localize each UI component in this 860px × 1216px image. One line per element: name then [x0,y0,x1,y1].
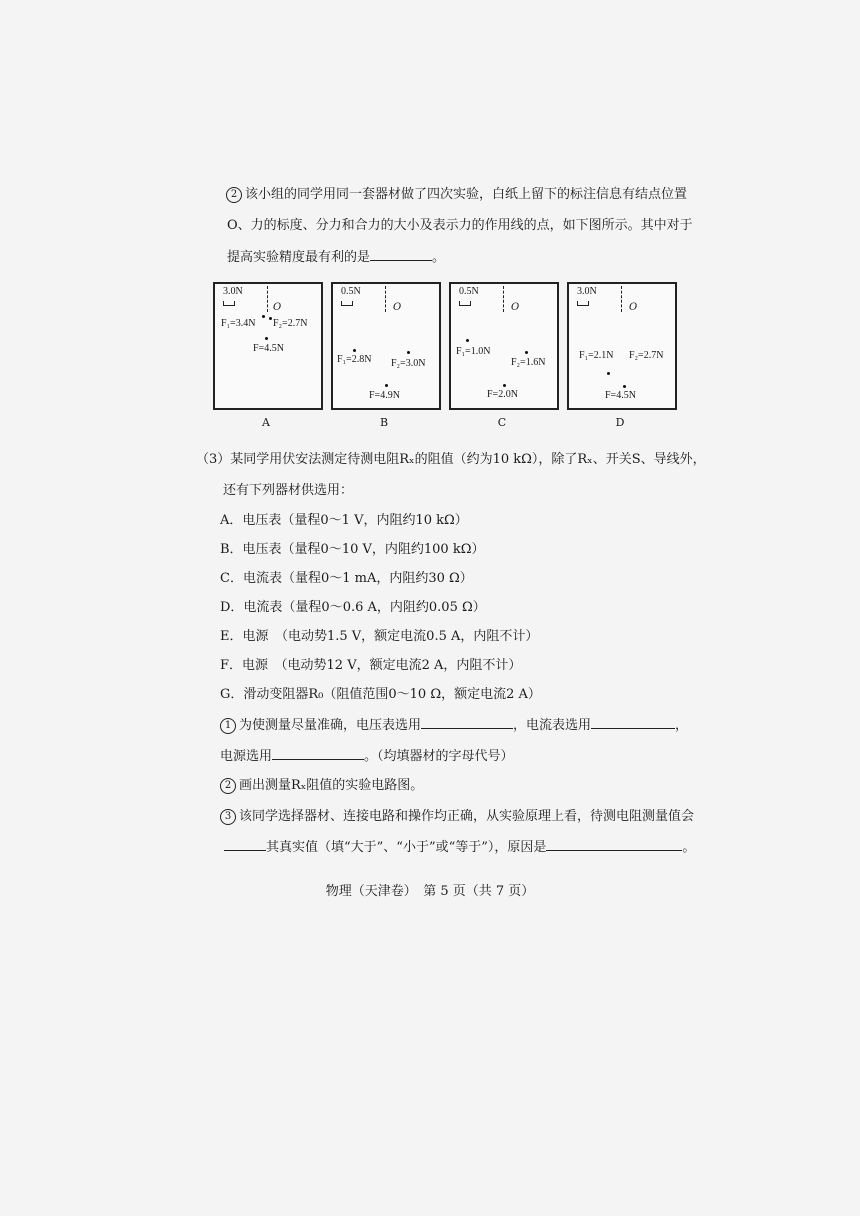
f2-point [525,351,528,354]
node-label: O [393,302,402,313]
f1-point [466,339,469,342]
scale-mark [577,301,589,306]
f2-label: F₂=2.7N [273,318,308,329]
page-footer: 物理（天津卷） 第 5 页（共 7 页） [325,884,535,899]
f2-point [407,351,410,354]
diagram-caption: C [497,416,507,429]
force-line [503,286,504,312]
answer-blank[interactable] [370,248,432,261]
sub3-line2: 其真实值（填“大于”、“小于”或“等于”），原因是 。 [224,838,695,857]
scale-label: 3.0N [577,286,597,297]
f-label: F=4.5N [605,390,636,401]
f-point [503,384,506,387]
diagram-d [567,282,677,429]
scale-label: 0.5N [341,286,361,297]
f1-label: F₁=3.4N [221,318,256,329]
sub1-line1: 1 为使测量尽量准确，电压表选用 ，电流表选用 ， [220,716,688,735]
scale-label: 0.5N [459,286,479,297]
scale-label: 3.0N [223,286,243,297]
f-label: F=4.9N [369,390,400,401]
q2-line1: 2 该小组的同学用同一套器材做了四次实验，白纸上留下的标注信息有结点位置 [226,186,687,204]
scale-mark [223,301,235,306]
ammeter-blank[interactable] [591,716,675,729]
circled-number: 1 [220,718,236,734]
option-f: F．电源 （电动势12 V，额定电流2 A，内阻不计） [220,658,522,673]
force-line [621,286,622,312]
f2-label: F₂=2.7N [629,350,664,361]
diagram-b [331,282,441,429]
voltmeter-blank[interactable] [421,716,513,729]
f-point [385,384,388,387]
circled-number: 3 [220,809,236,825]
scale-mark [459,301,471,306]
comparison-blank[interactable] [224,838,266,851]
f1-label: F₁=2.8N [337,354,372,365]
f-label: F=4.5N [253,343,284,354]
option-g: G．滑动变阻器R₀（阻值范围0～10 Ω，额定电流2 A） [220,687,541,702]
diagram-caption: D [615,416,625,429]
q3-intro-line2: 还有下列器材供选用： [223,483,354,498]
diagram-a [213,282,323,429]
f1-label: F₁=2.1N [579,350,614,361]
circled-number: 2 [226,187,242,203]
sub1-line2: 电源选用 。（均填器材的字母代号） [220,749,514,764]
node-label: O [511,302,520,313]
f-label: F=2.0N [487,389,518,400]
node-label: O [273,302,282,313]
f1-point [607,372,610,375]
diagram-caption: A [262,416,270,429]
node-label: O [629,302,638,313]
diagram-c [449,282,559,429]
scale-mark [341,301,353,306]
sub2-line: 2 画出测量Rₓ阻值的实验电路图。 [220,777,423,795]
force-line [267,286,268,312]
circled-number: 2 [220,778,236,794]
power-source-blank[interactable] [272,747,364,760]
f1-point [353,349,356,352]
sub3-line1: 3 该同学选择器材、连接电路和操作均正确，从实验原理上看，待测电阻测量值会 [220,808,694,826]
f1-point [262,315,265,318]
option-d: D．电流表（量程0～0.6 A，内阻约0.05 Ω） [220,600,486,615]
option-a: A．电压表（量程0～1 V，内阻约10 kΩ） [220,513,468,528]
f2-label: F₂=1.6N [511,357,546,368]
f2-point [269,317,272,320]
f2-label: F₂=3.0N [391,358,426,369]
option-e: E．电源 （电动势1.5 V，额定电流0.5 A，内阻不计） [220,629,539,644]
q2-line3: 提高实验精度最有利的是 。 [227,250,446,265]
f-point [623,385,626,388]
reason-blank[interactable] [546,838,682,851]
diagram-caption: B [379,416,389,429]
option-c: C．电流表（量程0～1 mA，内阻约30 Ω） [220,571,473,586]
f-point [265,337,268,340]
f1-label: F₁=1.0N [456,346,491,357]
force-line [385,286,386,312]
option-b: B．电压表（量程0～10 V，内阻约100 kΩ） [220,542,485,557]
q3-intro-line1: （3）某同学用伏安法测定待测电阻Rₓ的阻值（约为10 kΩ），除了Rₓ、开关S、导线外， [196,452,706,467]
q2-line2: O、力的标度、分力和合力的大小及表示力的作用线的点，如下图所示。其中对于 [227,218,693,233]
